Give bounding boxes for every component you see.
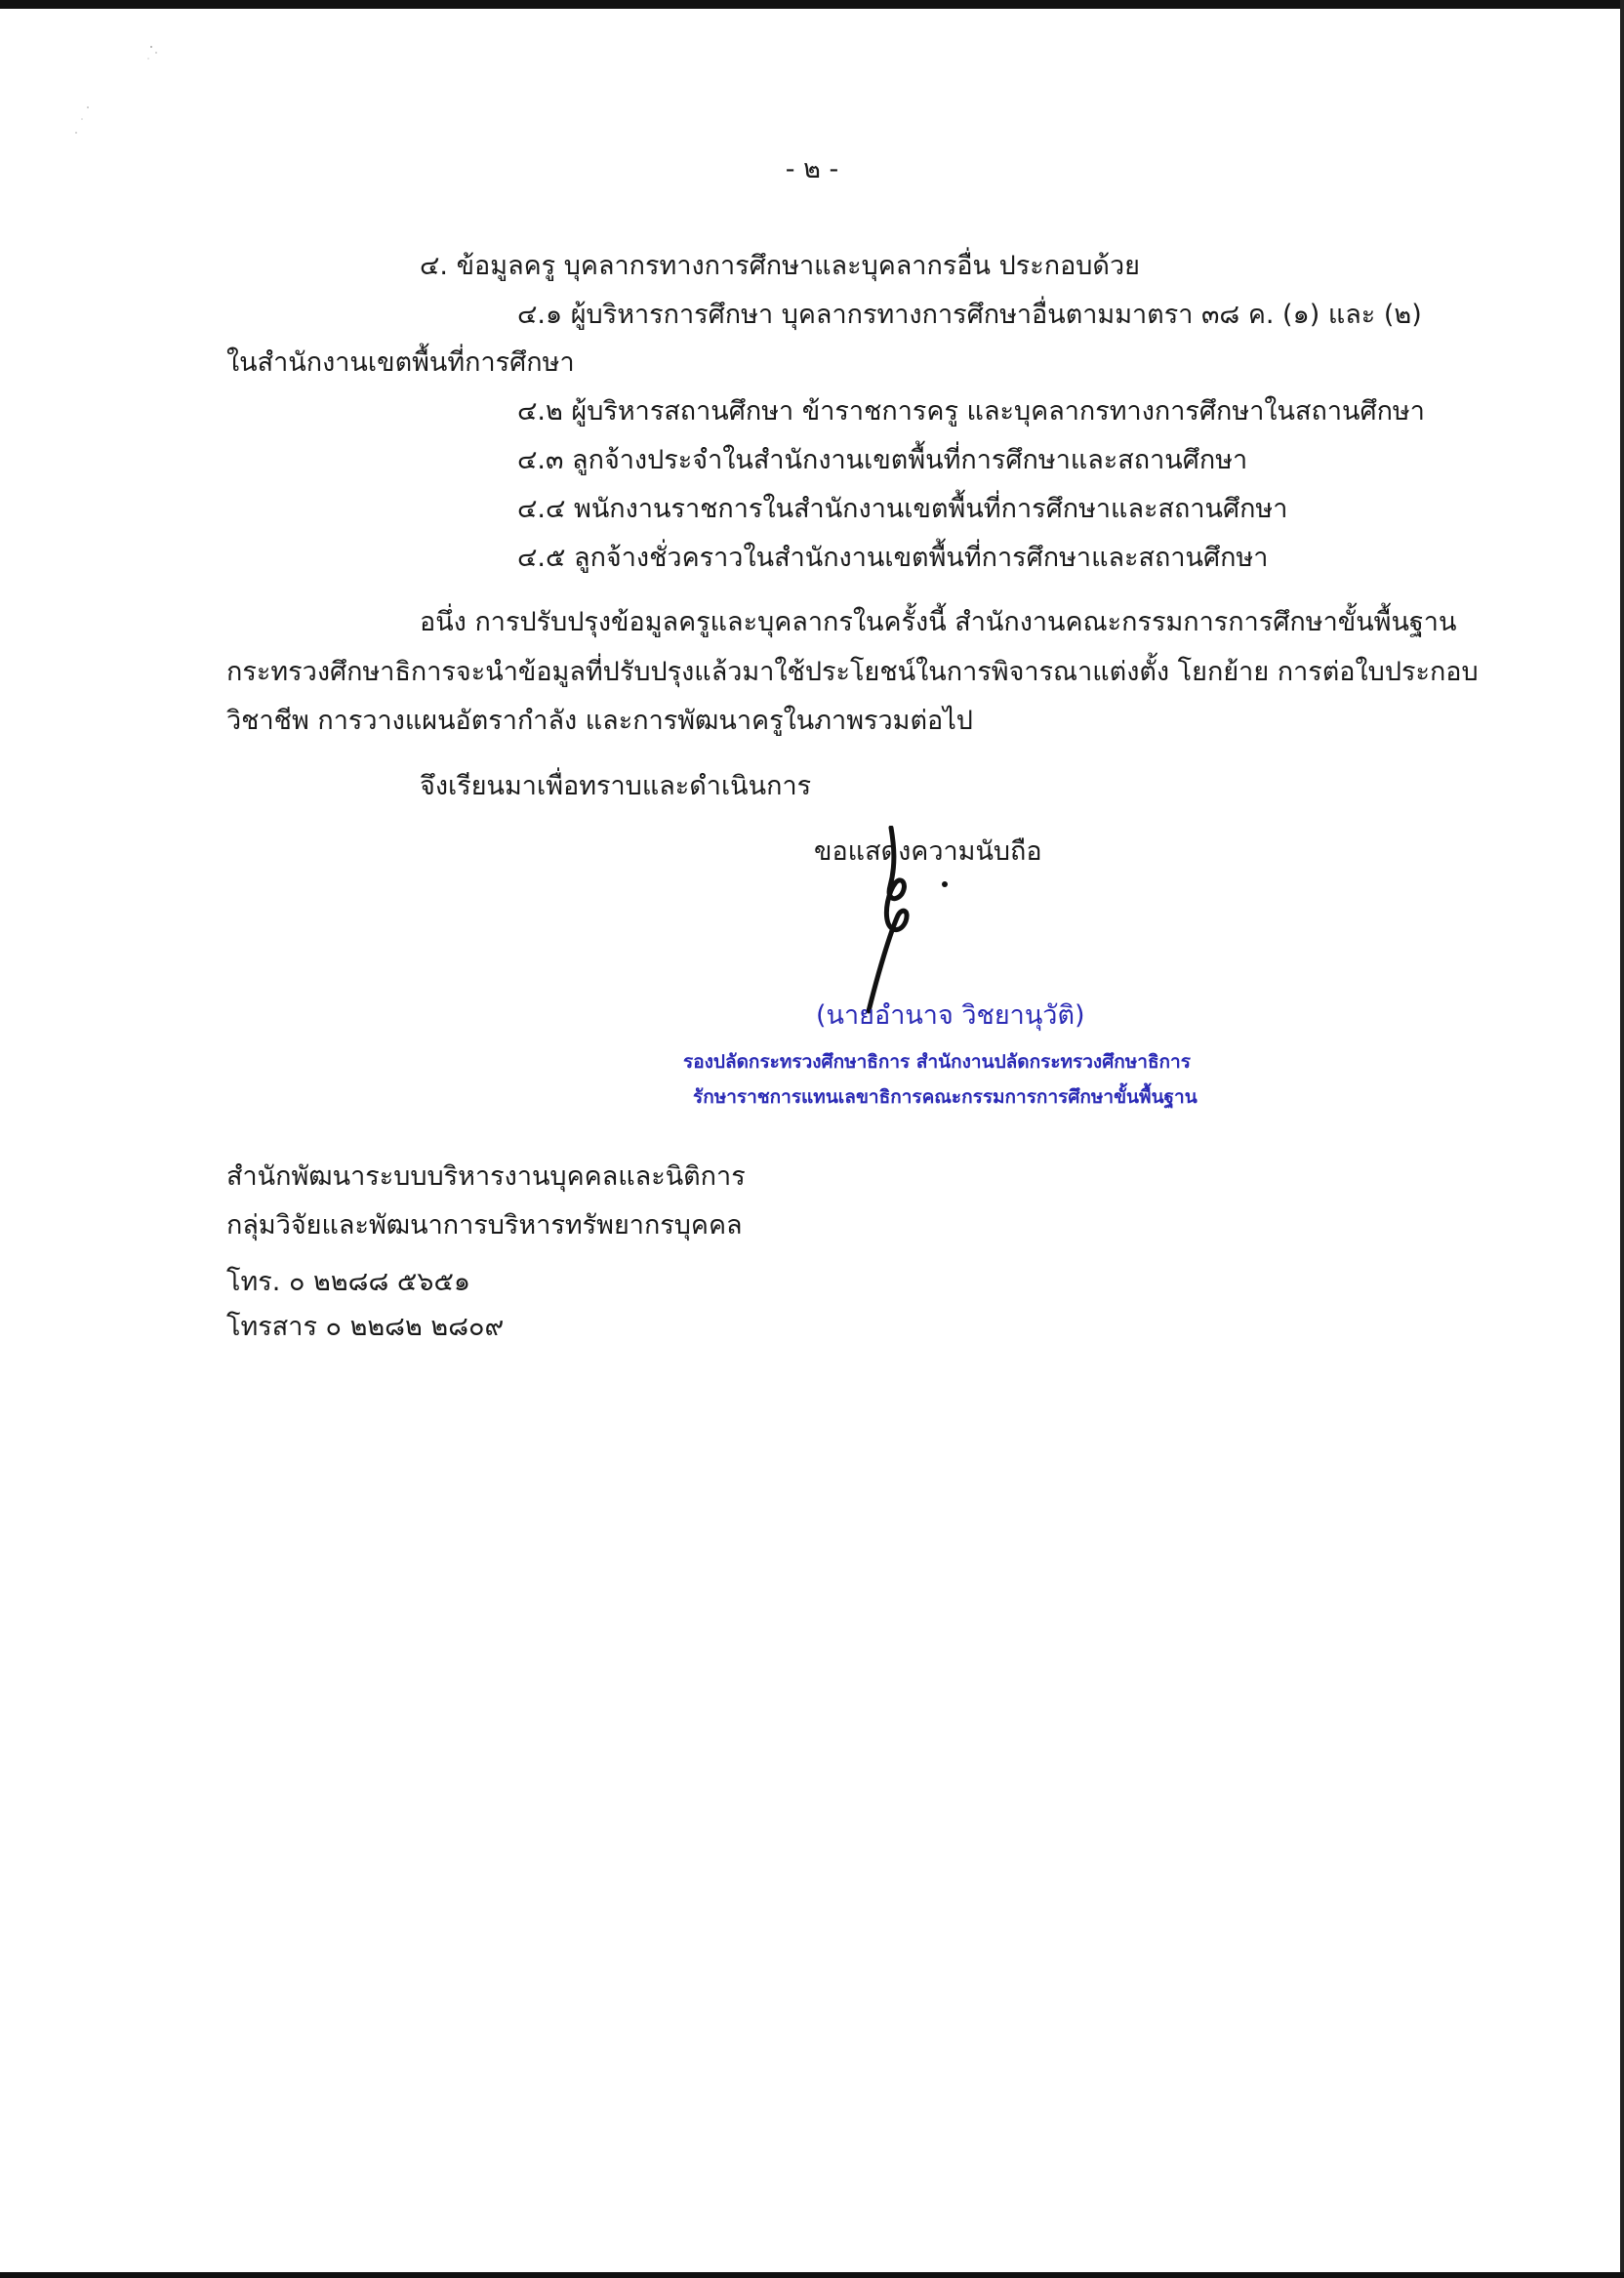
contact-group: กลุ่มวิจัยและพัฒนาการบริหารทรัพยากรบุคคล [226, 1210, 743, 1241]
signatory-position-1: รองปลัดกระทรวงศึกษาธิการ สำนักงานปลัดกระทรวงศึกษาธิการ [683, 1051, 1191, 1073]
scan-border-bottom [0, 2272, 1624, 2278]
item4-3: ๔.๓ ลูกจ้างประจำในสำนักงานเขตพื้นที่การศึกษาและสถานศึกษา [517, 445, 1248, 475]
item4-heading: ๔. ข้อมูลครู บุคลากรทางการศึกษาและบุคลากรอื่น ประกอบด้วย [420, 251, 1140, 281]
item4-1-line2: ในสำนักงานเขตพื้นที่การศึกษา [226, 347, 575, 378]
paragraph-line3: วิชาชีพ การวางแผนอัตรากำลัง และการพัฒนาครูในภาพรวมต่อไป [226, 706, 973, 736]
closing-line: จึงเรียนมาเพื่อทราบและดำเนินการ [420, 771, 812, 801]
scan-border-top [0, 0, 1624, 9]
item4-1-line1: ๔.๑ ผู้บริหารการศึกษา บุคลากรทางการศึกษาอื่นตามมาตรา ๓๘ ค. (๑) และ (๒) [517, 300, 1422, 330]
item4-5: ๔.๕ ลูกจ้างชั่วคราวในสำนักงานเขตพื้นที่การศึกษาและสถานศึกษา [517, 543, 1269, 573]
handwritten-signature [839, 826, 956, 1021]
item4-4: ๔.๔ พนักงานราชการในสำนักงานเขตพื้นที่การศึกษาและสถานศึกษา [517, 494, 1288, 524]
contact-fax: โทรสาร ๐ ๒๒๘๒ ๒๘๐๙ [226, 1312, 505, 1342]
paragraph-line1: อนึ่ง การปรับปรุงข้อมูลครูและบุคลากรในครั้งนี้ สำนักงานคณะกรรมการการศึกษาขั้นพื้นฐาน [420, 607, 1457, 637]
item4-2: ๔.๒ ผู้บริหารสถานศึกษา ข้าราชการครู และบุคลากรทางการศึกษาในสถานศึกษา [517, 396, 1425, 427]
page-number: - ๒ - [785, 154, 839, 184]
scan-border-right [1620, 0, 1624, 2278]
contact-phone: โทร. ๐ ๒๒๘๘ ๕๖๕๑ [226, 1267, 471, 1297]
scan-dust-marks [59, 39, 176, 146]
paragraph-line2: กระทรวงศึกษาธิการจะนำข้อมูลที่ปรับปรุงแล้วมาใช้ประโยชน์ในการพิจารณาแต่งตั้ง โยกย้าย การต่อใบประกอบ [226, 657, 1479, 687]
complimentary-close: ขอแสดงความนับถือ [814, 836, 1042, 867]
signatory-position-2: รักษาราชการแทนเลขาธิการคณะกรรมการการศึกษาขั้นพื้นฐาน [693, 1086, 1198, 1108]
signatory-name: (นายอำนาจ วิชยานุวัติ) [816, 1000, 1085, 1031]
contact-office: สำนักพัฒนาระบบบริหารงานบุคคลและนิติการ [226, 1161, 746, 1192]
